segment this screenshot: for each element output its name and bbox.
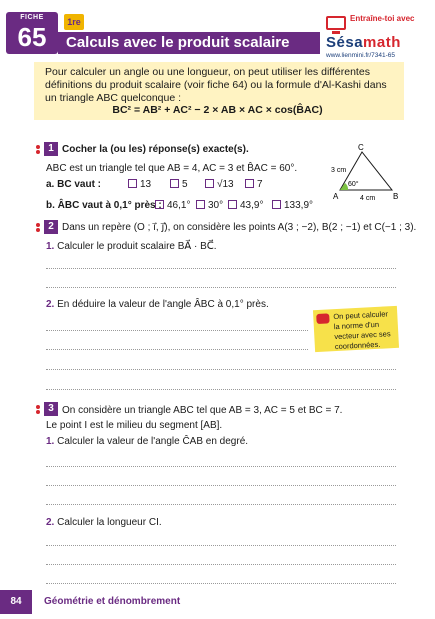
exercise-1-badge <box>36 142 60 156</box>
checkbox[interactable] <box>128 179 137 188</box>
checkbox-option-qb-1[interactable]: 46,1° <box>155 200 190 212</box>
answer-line[interactable] <box>46 504 396 505</box>
hint-text: On peut calculer la norme d'un vecteur avec ses coordonnées. <box>333 309 391 352</box>
exercise-1-qa-label: a. BC vaut : <box>46 179 102 190</box>
answer-line[interactable] <box>46 564 396 565</box>
exercise-2-number: 2 <box>44 220 58 234</box>
exercise-1-number: 1 <box>44 142 58 156</box>
answer-line[interactable] <box>46 330 308 331</box>
fiche-badge <box>6 12 58 54</box>
exercise-3-statement: On considère un triangle ABC tel que AB = 3, AC = 5 et BC = 7. <box>62 405 343 416</box>
exercise-2-statement: Dans un repère (O ; i⃗, j⃗), on considère les points A(3 ; −2), B(2 ; −1) et C(−1 ; 3). <box>62 222 417 233</box>
logo-accent: math <box>363 34 401 51</box>
checkbox[interactable] <box>196 200 205 209</box>
sesamath-logo <box>326 34 401 51</box>
exercise-2-badge <box>36 220 60 234</box>
checkbox-option-qb-2[interactable]: 30° <box>196 200 223 212</box>
intro-text: Pour calculer un angle ou une longueur, on peut utiliser les différentes définitions du produit scalaire (voir fiche 64) ou la formule d'Al-Kashi dans un triangle ABC quelconque : <box>45 66 387 104</box>
answer-line[interactable] <box>46 369 396 370</box>
sesamath-link[interactable] <box>322 12 427 62</box>
exercise-1-statement: ABC est un triangle tel que AB = 4, AC = 3 et B̂AC = 60°. <box>46 163 298 174</box>
vertex-a-label: A <box>333 192 339 201</box>
page-title: Calculs avec le produit scalaire <box>66 34 290 51</box>
exercise-3-number: 3 <box>44 402 58 416</box>
exercise-3-badge <box>36 402 60 416</box>
fiche-number: 65 <box>17 22 47 52</box>
vertex-b-label: B <box>393 192 399 201</box>
exercise-3-q1: 1. Calculer la valeur de l'angle ĈAB en degré. <box>46 436 249 447</box>
answer-line[interactable] <box>46 349 308 350</box>
exercise-3-q2: 2. Calculer la longueur CI. <box>46 517 162 528</box>
entraine-label: Entraîne-toi avec <box>350 14 415 23</box>
answer-line[interactable] <box>46 389 396 390</box>
checkbox[interactable] <box>155 200 164 209</box>
fiche-label: FICHE <box>20 14 44 21</box>
checkbox-option-qb-3[interactable]: 43,9° <box>228 200 263 212</box>
checkbox-option-qa-4[interactable]: 7 <box>245 179 263 191</box>
answer-line[interactable] <box>46 485 396 486</box>
side-ac-label: 3 cm <box>331 167 347 174</box>
checkbox[interactable] <box>245 179 254 188</box>
al-kashi-formula: BC² = AB² + AC² − 2 × AB × AC × cos(B̂AC) <box>112 104 323 116</box>
answer-line[interactable] <box>46 466 396 467</box>
checkbox[interactable] <box>228 200 237 209</box>
exercise-2-q1: 1. Calculer le produit scalaire BA⃗ · BC⃗. <box>46 241 217 252</box>
checkbox-option-qa-3[interactable]: √13 <box>205 179 234 191</box>
monitor-icon <box>326 16 346 30</box>
answer-line[interactable] <box>46 268 396 269</box>
answer-line[interactable] <box>46 545 396 546</box>
checkbox-option-qb-4[interactable]: 133,9° <box>272 200 313 212</box>
sesamath-url[interactable]: www.lienmini.fr/7341-65 <box>326 52 396 59</box>
angle-label: 60° <box>348 181 359 188</box>
side-ab-label: 4 cm <box>360 195 376 202</box>
exercise-1-qb-label: b. ÂBC vaut à 0,1° près : <box>46 200 162 211</box>
vertex-c-label: C <box>358 143 364 152</box>
checkbox-option-qa-1[interactable]: 13 <box>128 179 151 191</box>
pointing-hand-icon <box>316 313 330 324</box>
checkbox[interactable] <box>272 200 281 209</box>
answer-line[interactable] <box>46 583 396 584</box>
section-title: Géométrie et dénombrement <box>44 596 181 607</box>
logo-main: Sésa <box>326 34 364 51</box>
checkbox-option-qa-2[interactable]: 5 <box>170 179 188 191</box>
exercise-1-title: Cocher la (ou les) réponse(s) exacte(s). <box>62 144 249 155</box>
exercise-3-statement-2: Le point I est le milieu du segment [AB]. <box>46 420 223 431</box>
page-number: 84 <box>0 590 32 614</box>
checkbox[interactable] <box>205 179 214 188</box>
triangle-figure <box>326 142 406 204</box>
answer-line[interactable] <box>46 287 396 288</box>
exercise-2-q2: 2. En déduire la valeur de l'angle ÂBC à 0,1° près. <box>46 299 269 310</box>
level-badge: 1re <box>64 14 84 30</box>
checkbox[interactable] <box>170 179 179 188</box>
hint-note <box>313 306 399 352</box>
